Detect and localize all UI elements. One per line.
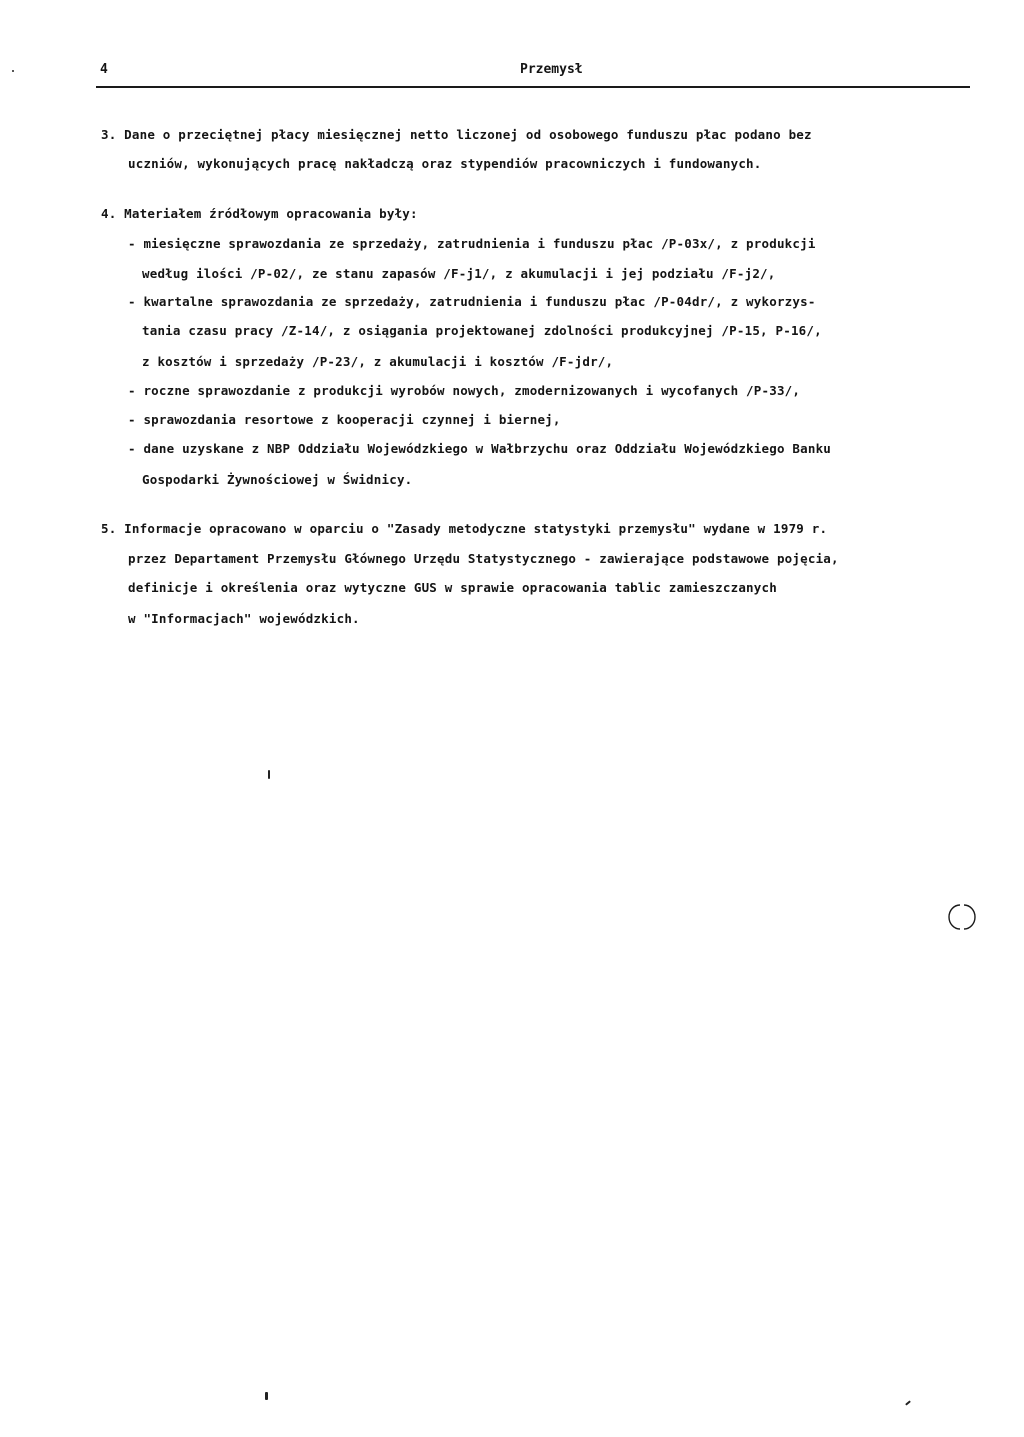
note-5-line-2: przez Departament Przemysłu Głównego Urzędu Statystycznego - zawierające podstawowe pojęcia, xyxy=(128,551,839,566)
scan-speck xyxy=(12,70,14,72)
page-number: 4 xyxy=(100,62,108,77)
note-4-line-5: z kosztów i sprzedaży /P-23/, z akumulacji i kosztów /F-jdr/, xyxy=(142,354,614,369)
note-4-line-9: Gospodarki Żywnościowej w Świdnicy. xyxy=(142,472,413,487)
note-4-line-6: - roczne sprawozdanie z produkcji wyrobów nowych, zmodernizowanych i wycofanych /P-33/, xyxy=(128,383,801,398)
scan-speck xyxy=(265,1392,268,1400)
note-4-intro: 4. Materiałem źródłowym opracowania były: xyxy=(101,206,418,221)
note-4-line-7: - sprawozdania resortowe z kooperacji czynnej i biernej, xyxy=(128,412,561,427)
note-5-line-3: definicje i określenia oraz wytyczne GUS w sprawie opracowania tablic zamieszczanych xyxy=(128,580,777,595)
header-rule xyxy=(96,86,970,88)
running-title: Przemysł xyxy=(520,62,583,77)
note-4-line-3: - kwartalne sprawozdania ze sprzedaży, zatrudnienia i funduszu płac /P-04dr/, z wykorzys- xyxy=(128,294,816,309)
scan-speck xyxy=(268,770,270,779)
scan-speck xyxy=(905,1400,911,1405)
note-3-line-2: uczniów, wykonujących pracę nakładczą oraz stypendiów pracowniczych i fundowanych. xyxy=(128,156,762,171)
note-4-line-4: tania czasu pracy /Z-14/, z osiągania projektowanej zdolności produkcyjnej /P-15, P-16/, xyxy=(142,323,822,338)
note-4-line-1: - miesięczne sprawozdania ze sprzedaży, zatrudnienia i funduszu płac /P-03x/, z produkcji xyxy=(128,236,816,251)
note-4-line-2: według ilości /P-02/, ze stanu zapasów /F-j1/, z akumulacji i jej podziału /F-j2/, xyxy=(142,266,776,281)
punch-hole-mark xyxy=(948,902,976,932)
note-5-line-4: w "Informacjach" wojewódzkich. xyxy=(128,611,360,626)
note-4-line-8: - dane uzyskane z NBP Oddziału Wojewódzkiego w Wałbrzychu oraz Oddziału Wojewódzkiego Banku xyxy=(128,441,832,456)
note-3-line-1: 3. Dane o przeciętnej płacy miesięcznej netto liczonej od osobowego funduszu płac podano bez xyxy=(101,127,812,142)
note-5-line-1: 5. Informacje opracowano w oparciu o "Zasady metodyczne statystyki przemysłu" wydane w 1979 r. xyxy=(101,521,828,536)
